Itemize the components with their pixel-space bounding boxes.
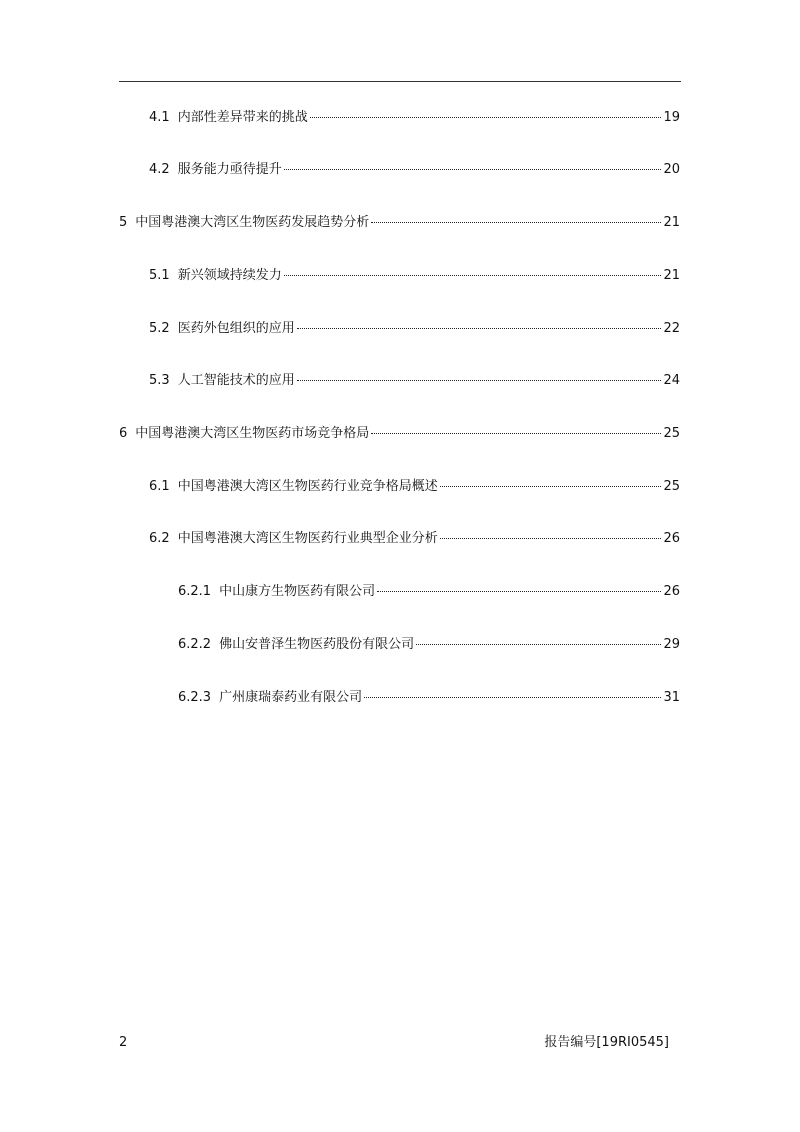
toc-entry-4-2[interactable] bbox=[149, 161, 680, 179]
toc-entry-number: 6.2.3 bbox=[178, 690, 212, 705]
toc-entry-title: 内部性差异带来的挑战 bbox=[177, 110, 308, 125]
toc-entry-number: 5.1 bbox=[149, 268, 170, 283]
toc-entry-page: 26 bbox=[663, 531, 680, 546]
toc-entry-page: 26 bbox=[663, 584, 680, 599]
toc-entry-6-2[interactable] bbox=[149, 530, 680, 548]
footer-report-code: 报告编号[19RI0545] bbox=[544, 1035, 669, 1050]
dot-leader bbox=[284, 169, 662, 170]
toc-entry-number: 5 bbox=[119, 215, 128, 230]
toc-entry-page: 22 bbox=[663, 321, 680, 336]
toc-entry-page: 21 bbox=[663, 268, 680, 283]
toc-entry-5-1[interactable] bbox=[149, 267, 680, 285]
toc-entry-title: 服务能力亟待提升 bbox=[177, 162, 282, 177]
dot-leader bbox=[310, 117, 662, 118]
toc-entry-page: 24 bbox=[663, 373, 680, 388]
toc-entry-6-2-2[interactable] bbox=[178, 636, 680, 654]
dot-leader bbox=[284, 275, 662, 276]
footer-page-number: 2 bbox=[119, 1035, 128, 1050]
dot-leader bbox=[440, 486, 662, 487]
dot-leader bbox=[364, 697, 661, 698]
toc-entry-title: 中国粤港澳大湾区生物医药发展趋势分析 bbox=[135, 215, 370, 230]
dot-leader bbox=[297, 328, 662, 329]
toc-entry-title: 医药外包组织的应用 bbox=[177, 321, 295, 336]
dot-leader bbox=[416, 644, 661, 645]
toc-entry-6-2-1[interactable] bbox=[178, 583, 680, 601]
dot-leader bbox=[440, 538, 662, 539]
toc-entry-page: 25 bbox=[663, 426, 680, 441]
dot-leader bbox=[371, 222, 661, 223]
header-rule bbox=[119, 81, 681, 82]
toc-entry-number: 5.2 bbox=[149, 321, 170, 336]
toc-entry-title: 中山康方生物医药有限公司 bbox=[219, 584, 376, 599]
toc-entry-number: 6 bbox=[119, 426, 128, 441]
toc-entry-page: 29 bbox=[663, 637, 680, 652]
toc-entry-5-3[interactable] bbox=[149, 372, 680, 390]
toc-entry-page: 20 bbox=[663, 162, 680, 177]
toc-entry-6-2-3[interactable] bbox=[178, 689, 680, 707]
dot-leader bbox=[377, 591, 661, 592]
toc-entry-page: 25 bbox=[663, 479, 680, 494]
toc-entry-title: 佛山安普泽生物医药股份有限公司 bbox=[219, 637, 415, 652]
toc-entry-page: 19 bbox=[663, 110, 680, 125]
toc-entry-page: 21 bbox=[663, 215, 680, 230]
toc-entry-5[interactable] bbox=[119, 214, 680, 232]
toc-entry-6[interactable] bbox=[119, 425, 680, 443]
toc-entry-title: 新兴领域持续发力 bbox=[177, 268, 282, 283]
toc-entry-number: 4.2 bbox=[149, 162, 170, 177]
toc-entry-4-1[interactable] bbox=[149, 109, 680, 127]
toc-entry-5-2[interactable] bbox=[149, 320, 680, 338]
toc-entry-number: 6.2 bbox=[149, 531, 170, 546]
toc-entry-title: 中国粤港澳大湾区生物医药行业竞争格局概述 bbox=[177, 479, 438, 494]
toc-entry-6-1[interactable] bbox=[149, 478, 680, 496]
toc-entry-number: 5.3 bbox=[149, 373, 170, 388]
toc-entry-title: 广州康瑞泰药业有限公司 bbox=[219, 690, 363, 705]
toc-entry-title: 人工智能技术的应用 bbox=[177, 373, 295, 388]
toc-entry-number: 6.2.1 bbox=[178, 584, 212, 599]
toc-entry-page: 31 bbox=[663, 690, 680, 705]
toc-entry-number: 4.1 bbox=[149, 110, 170, 125]
dot-leader bbox=[297, 380, 662, 381]
dot-leader bbox=[371, 433, 661, 434]
toc-entry-number: 6.2.2 bbox=[178, 637, 212, 652]
toc-entry-title: 中国粤港澳大湾区生物医药行业典型企业分析 bbox=[177, 531, 438, 546]
toc-entry-title: 中国粤港澳大湾区生物医药市场竞争格局 bbox=[135, 426, 370, 441]
toc-entry-number: 6.1 bbox=[149, 479, 170, 494]
